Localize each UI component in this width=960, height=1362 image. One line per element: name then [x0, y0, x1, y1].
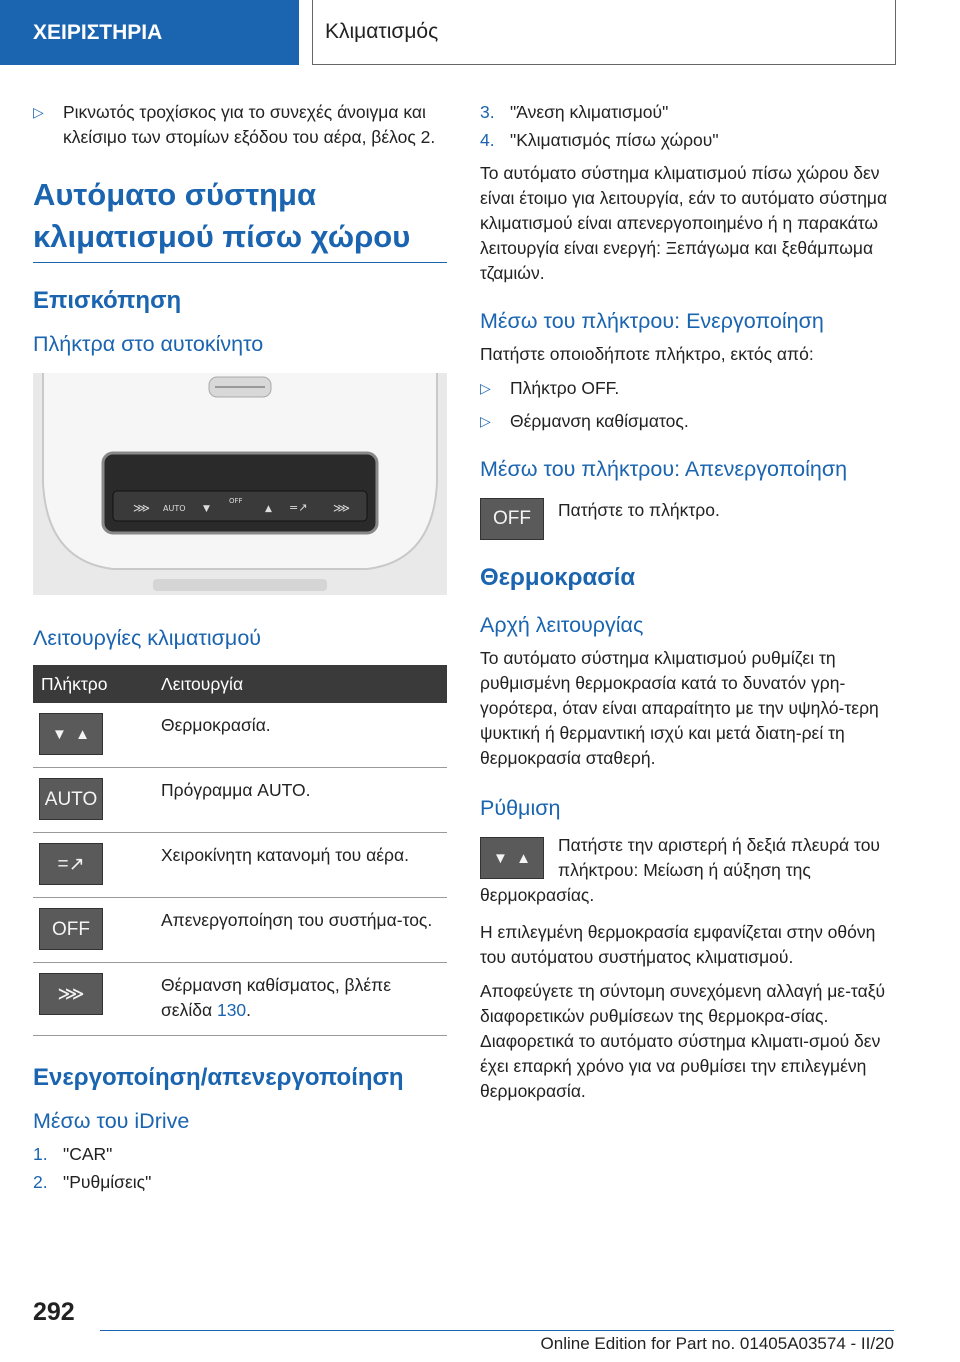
off-heading: Μέσω του πλήκτρου: Απενεργοποίηση — [480, 457, 848, 481]
bullet-triangle-icon: ▷ — [33, 104, 44, 120]
step-number: 3. — [480, 102, 495, 122]
intro-bullet — [33, 100, 447, 150]
footer-divider — [100, 1330, 894, 1331]
overview-heading: Επισκόπηση — [33, 287, 182, 314]
bullet-text: Θέρμανση καθίσματος. — [510, 411, 689, 431]
setting-instruction — [480, 833, 894, 908]
bullet-text: Πλήκτρο OFF. — [510, 378, 620, 398]
off-text: Πατήστε το πλήκτρο. — [558, 500, 720, 520]
table-header-function: Λειτουργία — [153, 665, 447, 703]
svg-text:=↗: =↗ — [289, 501, 308, 514]
auto-icon: AUTO — [39, 778, 103, 820]
on-text: Πατήστε οποιοδήποτε πλήκτρο, εκτός από: — [480, 344, 814, 364]
page-number: 292 — [33, 1298, 75, 1326]
functions-table — [33, 665, 447, 1036]
list-item — [480, 128, 894, 153]
temperature-heading: Θερμοκρασία — [480, 564, 636, 591]
seat-heating-icon: ⋙ — [39, 973, 103, 1015]
step-number: 2. — [33, 1172, 48, 1192]
keys-heading: Πλήκτρα στο αυτοκίνητο — [33, 332, 264, 356]
svg-text:⋙: ⋙ — [133, 501, 151, 515]
principle-text: Το αυτόματο σύστημα κλιματισμού ρυθμίζει τη ρυθμισμένη θερμοκρασία κατά το δυνατόν γρη-γορότερα, όταν είναι απαραίτητο με την υψηλό-τερη ψυκτική ή θερμαντική ισχύ και μετά διατη-ρεί τη θερμοκρασία σταθερή. — [480, 648, 879, 768]
section-title: ΧΕΙΡΙΣΤΗΡΙΑ — [33, 20, 163, 44]
off-button-icon: OFF — [480, 498, 544, 540]
avoid-text: Αποφεύγετε τη σύντομη συνεχόμενη αλλαγή με-ταξύ διαφορετικών ρυθμίσεων της θερμοκρα-σίας. Διαφορετικά το αυτόματο σύστημα κλιματι-σμού δεν έχει επαρκή χρόνο για να ρυθμίσει την επιλεγμένη θερμοκρασία. — [480, 981, 886, 1101]
step-text: "CAR" — [63, 1144, 113, 1164]
activation-heading: Ενεργοποίηση/απενεργοποίηση — [33, 1064, 404, 1091]
row-desc: Θερμοκρασία. — [153, 703, 447, 768]
page-link-130[interactable]: 130 — [216, 1000, 247, 1020]
bullet-triangle-icon: ▷ — [480, 380, 491, 396]
table-row — [33, 703, 447, 768]
title-divider — [33, 262, 447, 263]
intro-bullet-text: Ρικνωτός τροχίσκος για το συνεχές άνοιγμα και κλείσιμο των στομίων εξόδου του αέρα, βέλος 2. — [63, 102, 436, 147]
temperature-arrows-icon: ▼ ▲ — [39, 713, 103, 755]
row-desc: Πρόγραμμα AUTO. — [153, 768, 447, 833]
step-text: "Ρυθμίσεις" — [63, 1172, 152, 1192]
list-item — [480, 100, 894, 125]
right-column — [480, 100, 894, 1113]
section-tab — [0, 0, 299, 65]
list-item — [33, 1170, 447, 1195]
row-desc-seat — [153, 963, 447, 1036]
edition-text: Online Edition for Part no. 01405A03574 - II/20 — [540, 1334, 894, 1353]
table-row — [33, 768, 447, 833]
table-row — [33, 898, 447, 963]
idrive-heading: Μέσω του iDrive — [33, 1109, 190, 1133]
seat-heating-tail: . — [246, 1000, 252, 1020]
svg-text:▼: ▼ — [203, 504, 210, 514]
svg-text:⋙: ⋙ — [333, 501, 351, 515]
chapter-tab — [312, 0, 896, 65]
photo-off-label: OFF — [229, 497, 243, 505]
control-panel-photo — [33, 373, 447, 595]
page-title: Αυτόματο σύστημα κλιματισμού πίσω χώρου — [33, 177, 411, 254]
list-item — [33, 1142, 447, 1167]
off-icon: OFF — [39, 908, 103, 950]
seat-heating-text: Θέρμανση καθίσματος, βλέπε σελίδα — [161, 975, 392, 1020]
step-number: 1. — [33, 1144, 48, 1164]
step-number: 4. — [480, 130, 495, 150]
display-text: Η επιλεγμένη θερμοκρασία εμφανίζεται στην οθόνη του αυτόματου συστήματος κλιματισμού. — [480, 922, 876, 967]
svg-text:▲: ▲ — [265, 504, 272, 514]
functions-heading: Λειτουργίες κλιματισμού — [33, 626, 262, 650]
table-row — [33, 963, 447, 1036]
table-header-key: Πλήκτρο — [33, 665, 153, 703]
chapter-title: Κλιματισμός — [325, 20, 439, 43]
bullet-triangle-icon: ▷ — [480, 413, 491, 429]
list-item — [480, 409, 894, 434]
on-heading: Μέσω του πλήκτρου: Ενεργοποίηση — [480, 309, 824, 333]
setting-text: Πατήστε την αριστερή ή δεξιά πλευρά του πλήκτρου: Μείωση ή αύξηση της θερμοκρασίας. — [480, 835, 880, 905]
step-text: "Άνεση κλιματισμού" — [510, 102, 669, 122]
principle-heading: Αρχή λειτουργίας — [480, 613, 644, 637]
left-column — [33, 100, 447, 1198]
readiness-note: Το αυτόματο σύστημα κλιματισμού πίσω χώρου δεν είναι έτοιμο για λειτουργία, εάν το αυτόματο σύστημα κλιματισμού είναι απενεργοποιημένο ή η παρακάτω λειτουργία είναι ενεργή: Ξεπάγωμα και ξεθάμπωμα τζαμιών. — [480, 163, 888, 283]
setting-heading: Ρύθμιση — [480, 796, 561, 820]
row-desc: Απενεργοποίηση του συστήμα-τος. — [153, 898, 447, 963]
photo-auto-label: AUTO — [163, 504, 186, 513]
row-desc: Χειροκίνητη κατανομή του αέρα. — [153, 833, 447, 898]
air-distribution-icon: =↗ — [39, 843, 103, 885]
temperature-arrows-icon: ▼ ▲ — [480, 837, 544, 879]
off-instruction — [480, 498, 894, 540]
list-item — [480, 376, 894, 401]
table-row — [33, 833, 447, 898]
step-text: "Κλιματισμός πίσω χώρου" — [510, 130, 719, 150]
